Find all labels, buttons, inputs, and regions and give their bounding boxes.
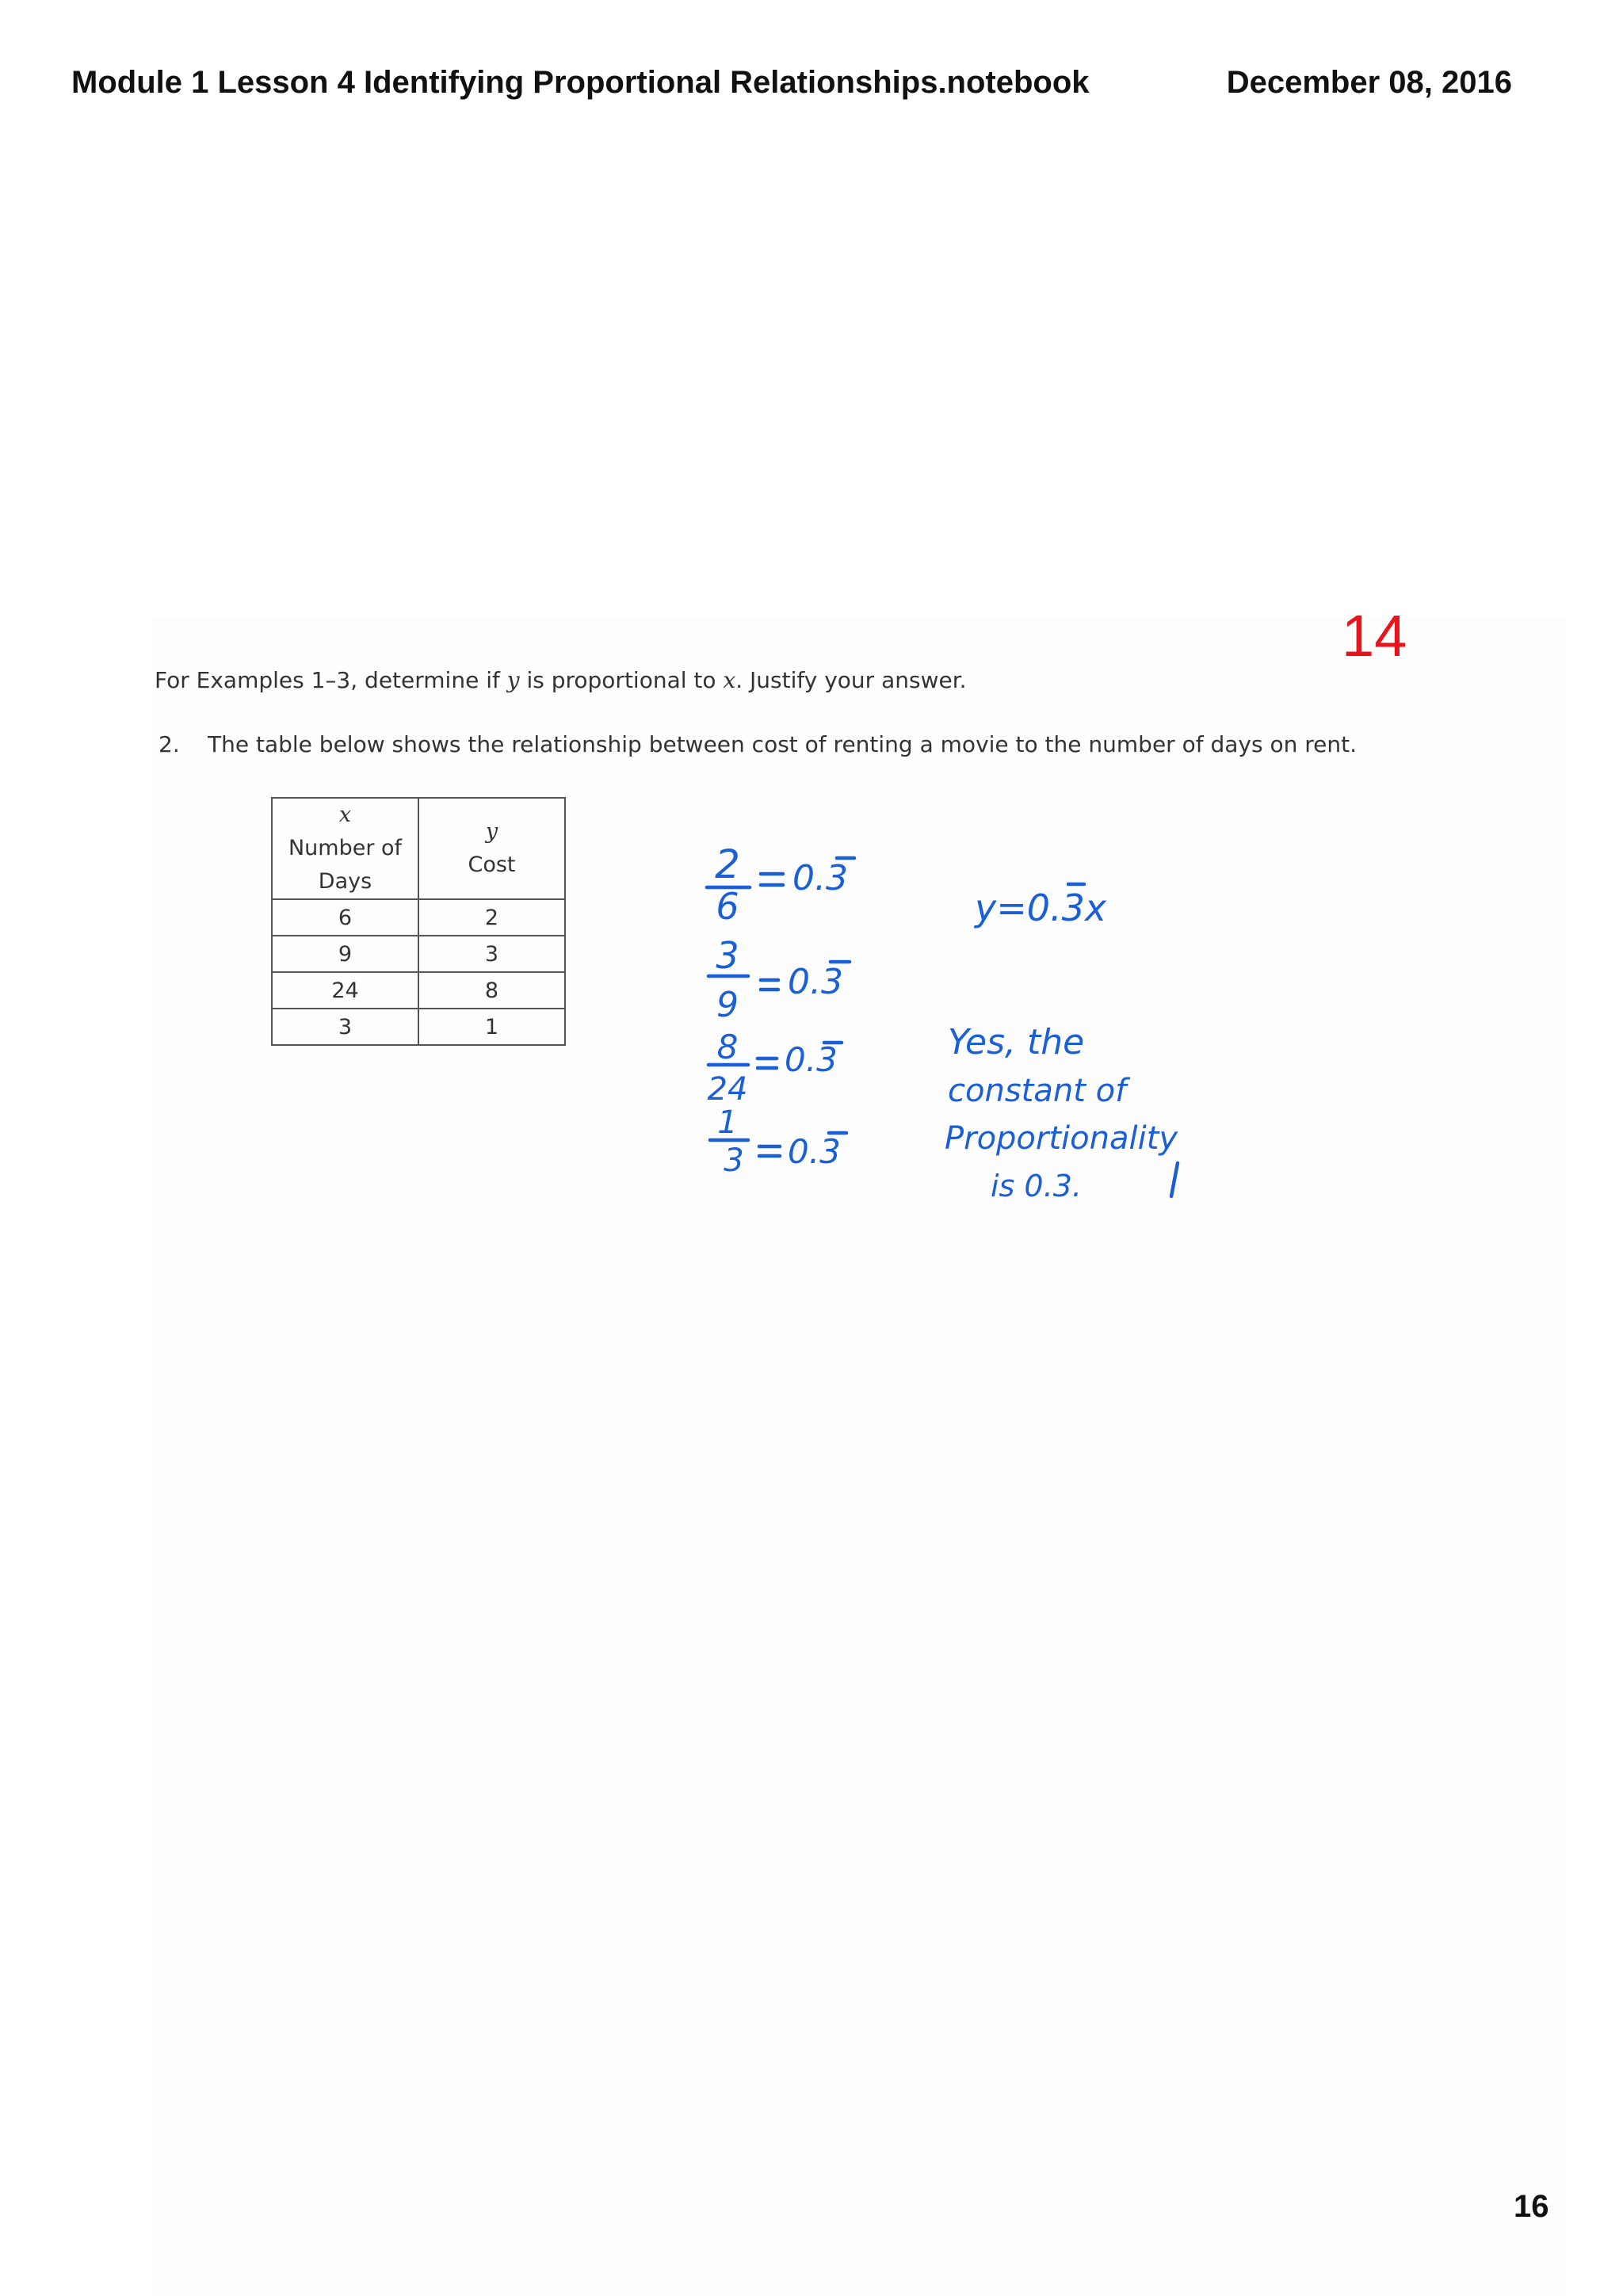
ratio-3-result: 0.3	[785, 1040, 838, 1079]
ratio-4-numerator: 1	[717, 1104, 738, 1141]
ratio-8-over-24	[708, 1028, 842, 1108]
ratio-2-over-6	[707, 841, 854, 928]
ratio-4-denominator: 3	[724, 1142, 744, 1179]
header-label-y: Cost	[468, 852, 516, 877]
slide-number: 14	[1342, 603, 1407, 669]
conclusion-line-4: is 0.3.	[991, 1169, 1082, 1203]
cell-cost: 2	[418, 899, 565, 936]
instructions-part-3: . Justify your answer.	[735, 667, 967, 693]
cell-cost: 8	[418, 972, 565, 1009]
cell-days: 6	[272, 899, 418, 936]
ratio-1-denominator: 6	[716, 885, 739, 928]
conclusion-line-1: Yes, the	[948, 1022, 1085, 1062]
instructions-var-y: y	[506, 667, 520, 693]
ratio-4-result: 0.3	[788, 1132, 841, 1171]
equation-text: y=0.3x	[975, 887, 1107, 929]
problem-text: The table below shows the relationship between cost of renting a movie to the number of days on rent.	[208, 731, 1357, 757]
notebook-date: December 08, 2016	[1226, 65, 1512, 100]
equation-y-equals	[973, 884, 1107, 929]
header-label-x-line1: Number of	[288, 836, 403, 860]
ratio-2-denominator: 9	[716, 985, 739, 1025]
conclusion-line-2: constant of	[948, 1073, 1127, 1109]
instructions-part-1: For Examples 1–3, determine if	[155, 667, 507, 693]
ratio-3-over-9	[708, 934, 850, 1025]
cell-cost: 1	[418, 1009, 565, 1045]
instructions-var-x: x	[723, 667, 736, 693]
ratio-1-over-3	[710, 1104, 846, 1179]
notebook-title: Module 1 Lesson 4 Identifying Proportional Relationships.notebook	[71, 65, 1090, 100]
header-var-x: x	[338, 803, 352, 827]
problem-number: 2.	[158, 731, 180, 757]
ratio-3-denominator: 24	[707, 1071, 748, 1108]
ratio-1-numerator: 2	[715, 841, 740, 887]
conclusion-line-3: Proportionality	[945, 1120, 1178, 1157]
cell-cost: 3	[418, 936, 565, 972]
cell-days: 3	[272, 1009, 418, 1045]
ratio-2-numerator: 3	[716, 934, 739, 977]
instructions-part-2: is proportional to	[519, 667, 724, 693]
conclusion-note	[945, 1022, 1178, 1203]
page-number: 16	[1514, 2189, 1549, 2224]
ratio-3-numerator: 8	[716, 1028, 739, 1066]
header-label-x-line2: Days	[318, 869, 372, 894]
cell-days: 9	[272, 936, 418, 972]
ratio-1-result: 0.3	[792, 858, 848, 898]
cell-days: 24	[272, 972, 418, 1009]
ratio-2-result: 0.3	[788, 962, 843, 1002]
header-var-y: y	[485, 819, 498, 844]
